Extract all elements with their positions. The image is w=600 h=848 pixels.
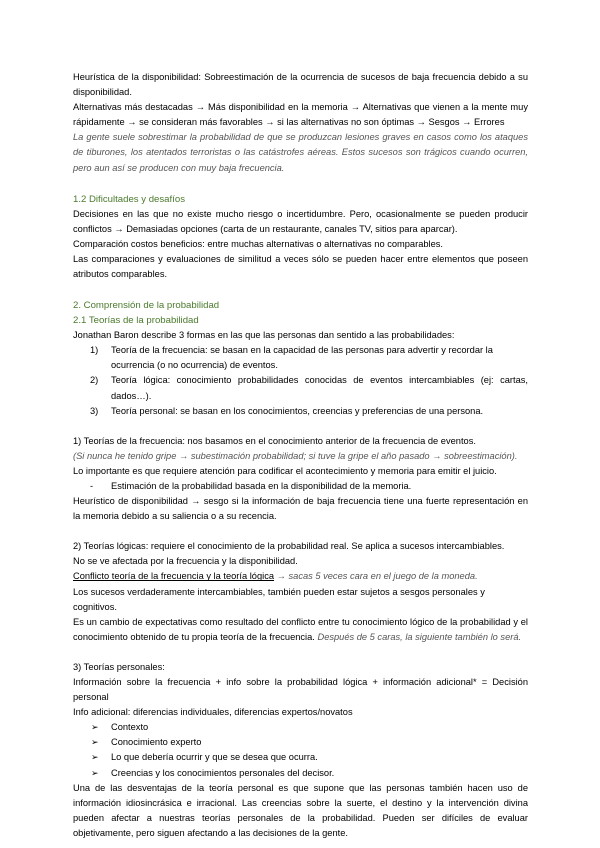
personal-list (73, 720, 528, 780)
conflict-example: → sacas 5 veces cara en el juego de la moneda. (274, 571, 478, 582)
arrow-bullet-icon: ➢ (91, 767, 99, 778)
list-item-text: Creencias y los conocimientos personales del decisor. (111, 767, 335, 778)
heuristic-example: La gente suele sobrestimar la probabilidad de que se produzcan lesiones graves en casos como los ataques de tiburones, los atentados terroristas o las catástrofes aéreas. Estos sucesos son trágicos cuando ocurren, pero aun así se producen con muy baja frecuencia. (73, 132, 528, 173)
arrow-bullet-icon: ➢ (91, 722, 99, 733)
conflict-underlined: Conflicto teoría de la frecuencia y la teoría lógica (73, 571, 275, 582)
frequency-example: (Si nunca he tenido gripe → subestimación probabilidad; si tuve la gripe el año pasado → sobreestimación). (73, 450, 518, 461)
heuristic-definition: Heurística de la disponibilidad: Sobreestimación de la ocurrencia de sucesos de baja frecuencia debido a su disponibilidad. (73, 72, 528, 98)
list-item (73, 479, 528, 494)
arrow-bullet-icon: ➢ (91, 752, 99, 763)
list-item (73, 343, 528, 373)
personal-title: 3) Teorías personales: (73, 661, 165, 672)
frequency-list (73, 479, 528, 494)
conflict-line (73, 569, 528, 584)
document-page (73, 70, 528, 841)
list-item-text: Lo que debería ocurrir y que se desea que ocurra. (111, 752, 318, 763)
list-item (73, 766, 528, 781)
paragraph: Jonathan Baron describe 3 formas en las que las personas dan sentido a las probabilidades: (73, 330, 455, 341)
list-number: 1) (90, 345, 99, 356)
paragraph: Información sobre la frecuencia + info sobre la probabilidad lógica + información adicional* = Decisión personal (73, 677, 528, 703)
paragraph: Info adicional: diferencias individuales, diferencias expertos/novatos (73, 707, 353, 718)
list-number: 2) (90, 375, 99, 386)
list-item (73, 404, 528, 419)
paragraph (73, 615, 528, 645)
paragraph-example: Después de 5 caras, la siguiente también lo será. (314, 631, 522, 642)
list-item-text: Estimación de la probabilidad basada en la disponibilidad de la memoria. (111, 480, 412, 491)
paragraph: Los sucesos verdaderamente intercambiables, también pueden estar sujetos a sesgos personales y cognitivos. (73, 586, 485, 612)
paragraph: Comparación costos beneficios: entre muchas alternativas o alternativas no comparables. (73, 238, 444, 249)
logic-title: 2) Teorías lógicas: requiere el conocimiento de la probabilidad real. Se aplica a sucesos intercambiables. (73, 541, 505, 552)
paragraph: Las comparaciones y evaluaciones de similitud a veces sólo se pueden hacer entre elementos que poseen atributos comparables. (73, 253, 528, 280)
list-item-text: Teoría personal: se basan en los conocimientos, creencias y preferencias de una persona. (111, 405, 484, 416)
section-heading-2: 2. Comprensión de la probabilidad (73, 300, 220, 312)
paragraph: No se ve afectada por la frecuencia y la disponibilidad. (73, 556, 298, 567)
heuristic-chain: Alternativas más destacadas → Más disponibilidad en la memoria → Alternativas que vienen a la mente muy rápidamente → se consideran más favorables → si las alternativas no son óptimas → Sesgos → Errores (73, 102, 528, 128)
list-number: 3) (90, 405, 99, 416)
list-item (73, 750, 528, 765)
list-item-text: Conocimiento experto (111, 737, 202, 748)
list-item (73, 735, 528, 750)
paragraph-text: Es un cambio de expectativas como resultado del conflicto entre tu conocimiento lógico de la probabilidad y el conocimiento obtenido de tu propia teoría de la frecuencia. (73, 616, 528, 642)
paragraph: Lo importante es que requiere atención para codificar el acontecimiento y memoria para emitir el juicio. (73, 465, 497, 476)
list-item (73, 373, 528, 403)
list-item-text: Teoría de la frecuencia: se basan en la capacidad de las personas para advertir y recordar la ocurrencia (o no ocurrencia) de eventos. (111, 345, 493, 371)
subsection-heading-2-1: 2.1 Teorías de la probabilidad (73, 315, 199, 327)
list-item (73, 720, 528, 735)
list-item-text: Teoría lógica: conocimiento probabilidades conocidas de eventos intercambiables (ej: cartas, dados…). (111, 375, 528, 401)
frequency-title: 1) Teorías de la frecuencia: nos basamos en el conocimiento anterior de la frecuencia de eventos. (73, 435, 476, 446)
list-item-text: Contexto (111, 722, 149, 733)
dash-marker: - (90, 480, 94, 491)
arrow-bullet-icon: ➢ (91, 737, 99, 748)
paragraph: Decisiones en las que no existe mucho riesgo o incertidumbre. Pero, ocasionalmente se pueden producir conflictos → Demasiadas opciones (carta de un restaurante, canales TV, sitios para aparcar). (73, 208, 528, 234)
paragraph: Una de las desventajas de la teoría personal es que supone que las personas también hacen uso de información idiosincrásica e irracional. Las creencias sobre la suerte, el destino y la intervención divina pueden afectar a nuestras teorías personales de la probabilidad. Pueden ser difíciles de evaluar objetivamente, pero siguen afectando a las decisiones de la gente. (73, 782, 528, 838)
section-heading-1-2: 1.2 Dificultades y desafíos (73, 193, 185, 205)
theories-list (73, 343, 528, 418)
paragraph: Heurístico de disponibilidad → sesgo si la información de baja frecuencia tiene una fuerte representación en la memoria debido a su saliencia o a su recencia. (73, 496, 528, 522)
